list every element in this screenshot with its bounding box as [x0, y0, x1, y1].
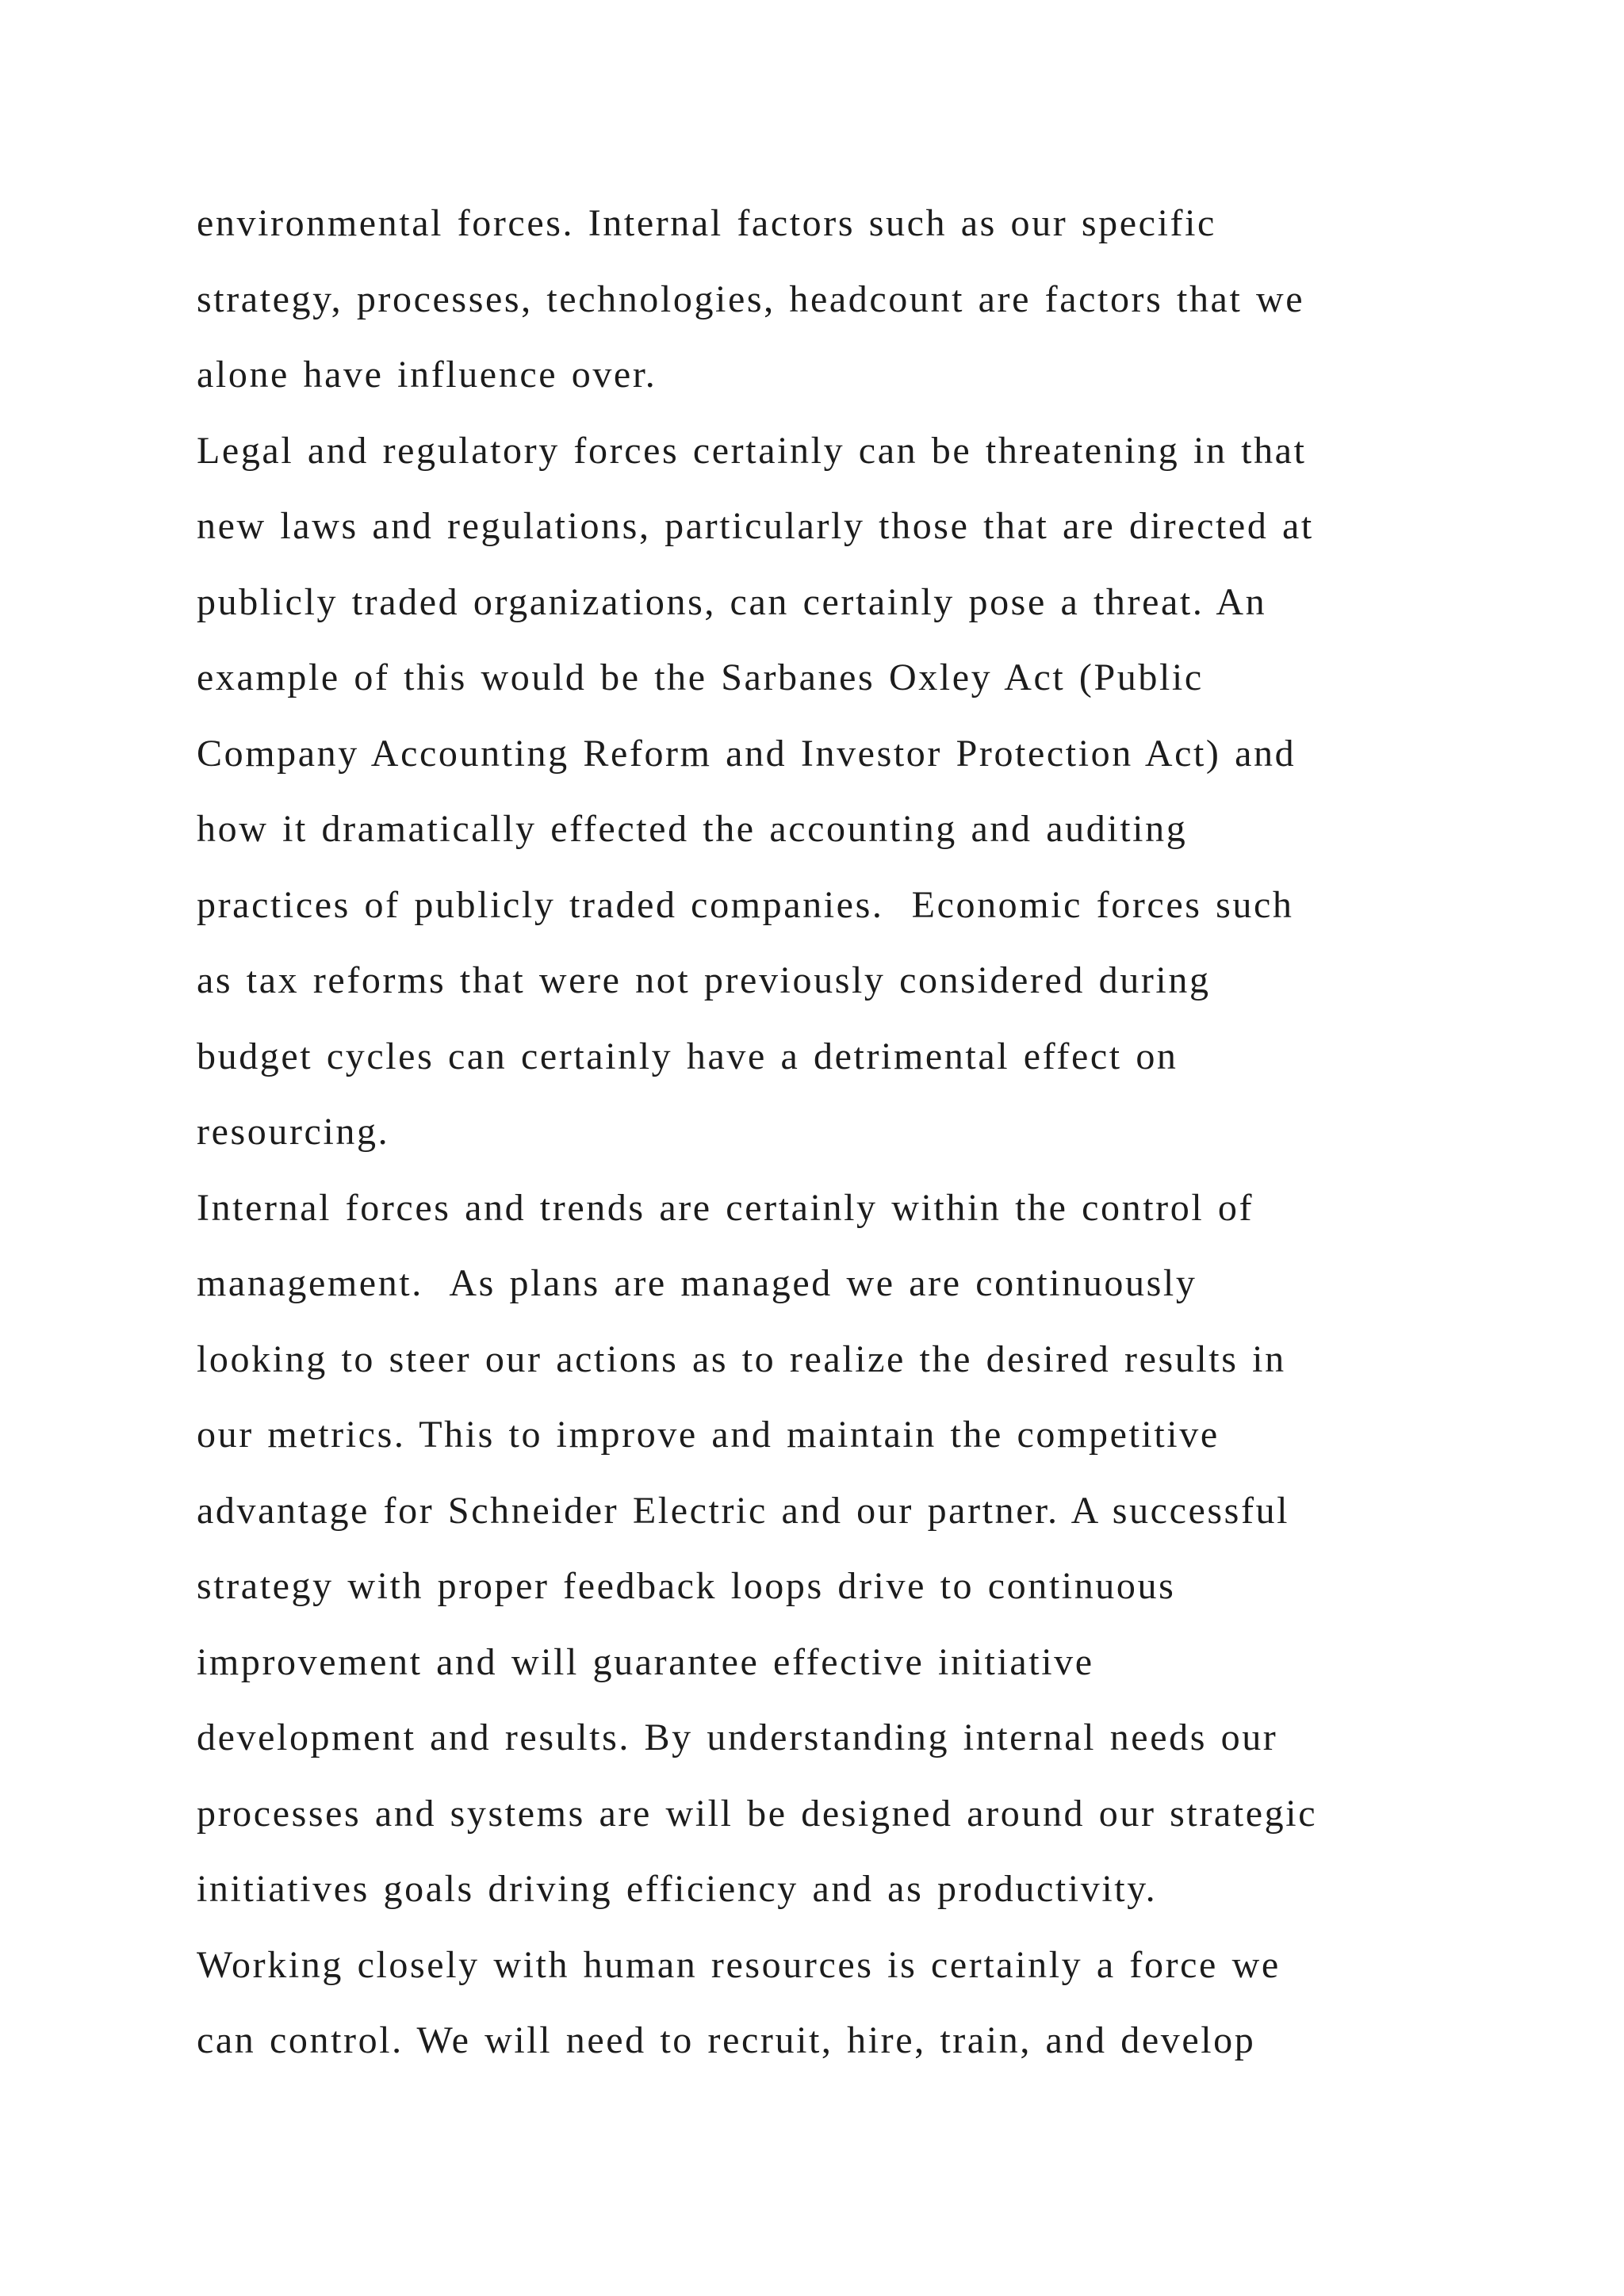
text-line: environmental forces. Internal factors such as our specific — [197, 202, 1216, 244]
text-line: initiatives goals driving efficiency and as productivity. — [197, 1868, 1158, 1910]
text-line: budget cycles can certainly have a detrimental effect on — [197, 1035, 1178, 1077]
text-line: alone have influence over. — [197, 354, 657, 396]
text-line: practices of publicly traded companies. Economic forces such — [197, 883, 1294, 926]
text-line: as tax reforms that were not previously considered during — [197, 959, 1211, 1001]
text-line: Internal forces and trends are certainly within the control of — [197, 1186, 1254, 1229]
text-line: resourcing. — [197, 1111, 390, 1153]
text-line: improvement and will guarantee effective initiative — [197, 1640, 1094, 1683]
body-text — [197, 189, 1465, 2082]
text-line: how it dramatically effected the accounting and auditing — [197, 808, 1188, 850]
text-line: advantage for Schneider Electric and our partner. A successful — [197, 1489, 1290, 1532]
text-line: can control. We will need to recruit, hire, train, and develop — [197, 2019, 1256, 2061]
text-line: strategy with proper feedback loops drive to continuous — [197, 1565, 1176, 1607]
text-line: new laws and regulations, particularly those that are directed at — [197, 505, 1314, 547]
text-line: development and results. By understanding internal needs our — [197, 1716, 1278, 1758]
text-line: management. As plans are managed we are continuously — [197, 1262, 1197, 1304]
text-line: strategy, processes, technologies, headcount are factors that we — [197, 277, 1305, 320]
text-line: example of this would be the Sarbanes Oxley Act (Public — [197, 656, 1204, 698]
text-line: looking to steer our actions as to realize the desired results in — [197, 1337, 1286, 1380]
text-line: Legal and regulatory forces certainly can be threatening in that — [197, 429, 1307, 472]
text-line: publicly traded organizations, can certainly pose a threat. An — [197, 580, 1267, 623]
text-line: our metrics. This to improve and maintain the competitive — [197, 1414, 1220, 1456]
text-line: Working closely with human resources is certainly a force we — [197, 1943, 1281, 1986]
text-line: Company Accounting Reform and Investor Protection Act) and — [197, 732, 1297, 775]
text-line: processes and systems are will be designed around our strategic — [197, 1792, 1318, 1835]
